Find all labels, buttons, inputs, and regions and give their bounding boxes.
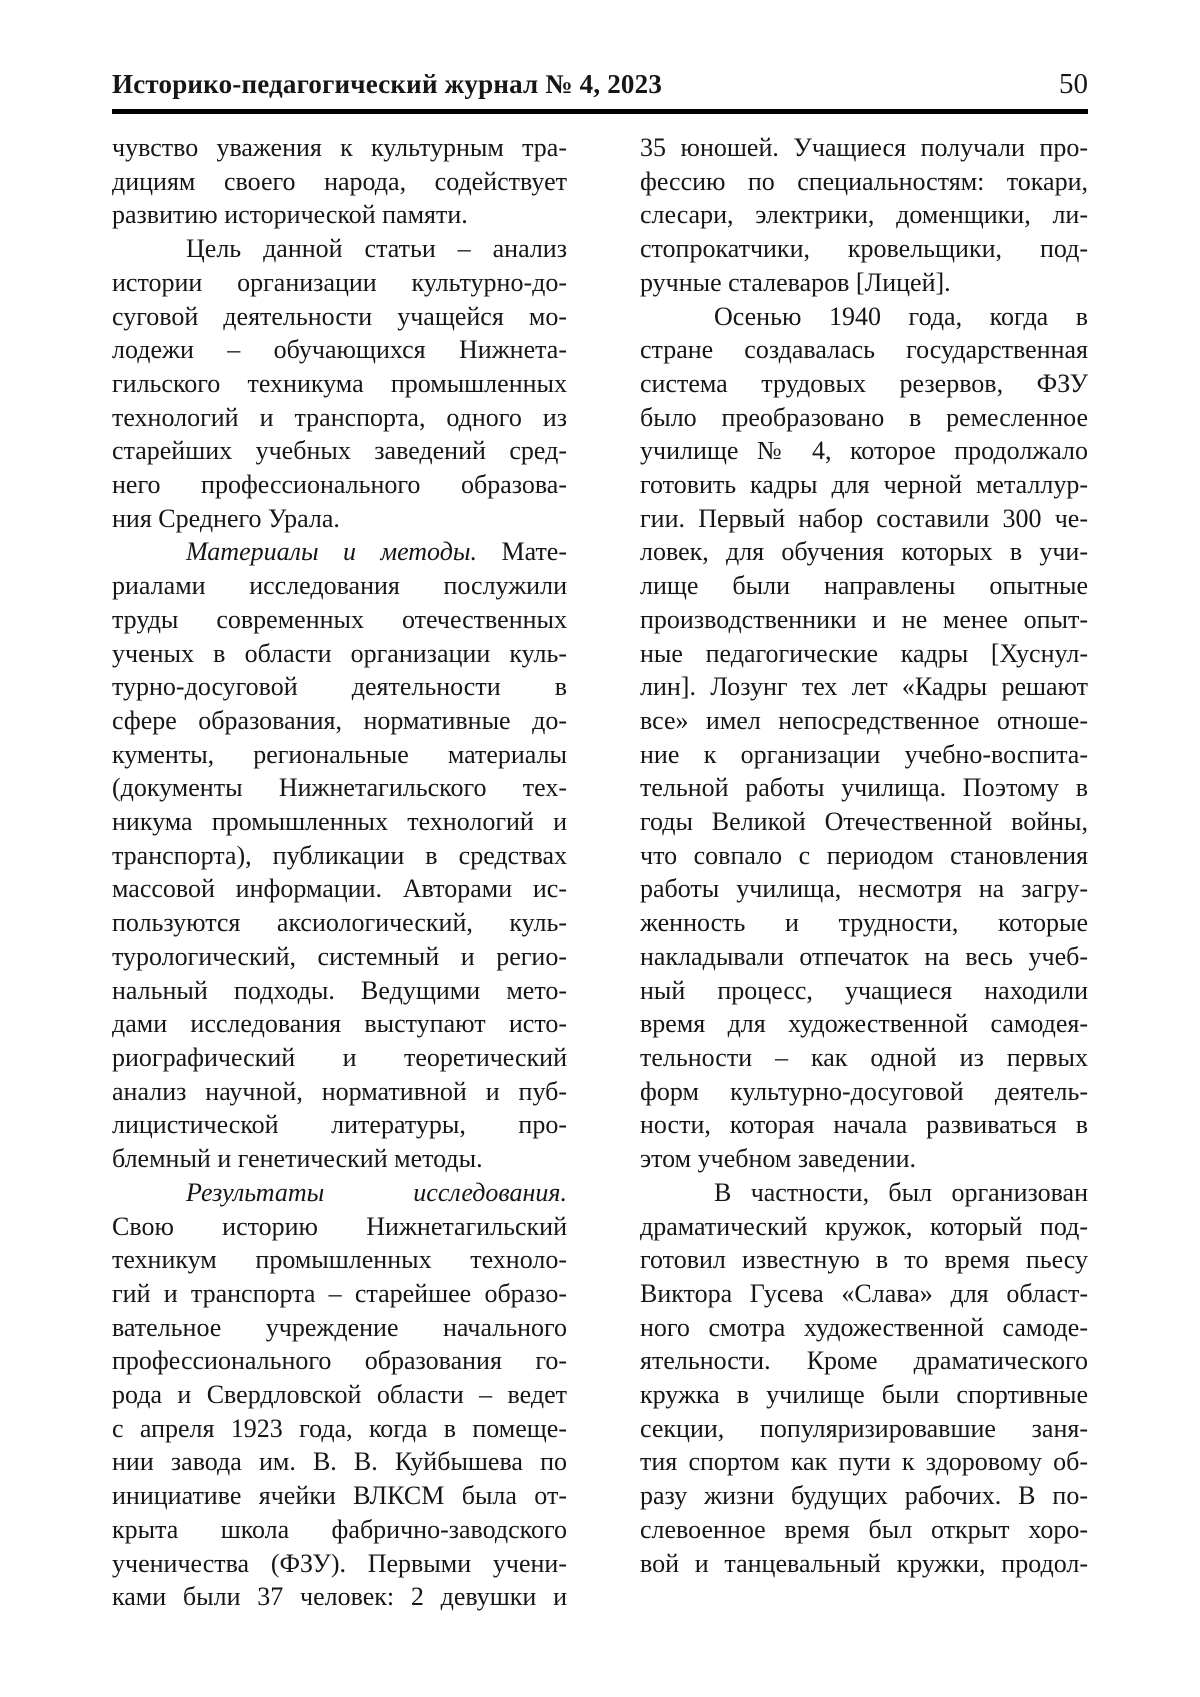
journal-title: Историко-педагогический журнал № 4, 2023 — [112, 69, 663, 99]
text-line: Осенью 1940 года, когда в — [714, 301, 1088, 331]
text-line: разу жизни будущих рабочих. В по- — [640, 1481, 1088, 1511]
text-line: риографический и теоретический — [112, 1042, 567, 1072]
text-line: (документы Нижнетагильского тех- — [112, 773, 567, 803]
text-line: суговой деятельности учащейся мо- — [112, 301, 567, 331]
text-line: гильского техникума промышленных — [112, 368, 567, 398]
text-line: фессию по специальностям: токари, — [640, 166, 1088, 196]
text-line: ученых в области организации куль- — [112, 638, 567, 668]
text-line: кружка в училище были спортивные — [640, 1380, 1088, 1410]
text-line: время для художественной самодея- — [640, 1009, 1088, 1039]
text-line: рода и Свердловской области – ведет — [112, 1380, 567, 1410]
text-line: блемный и генетический методы. — [112, 1144, 483, 1174]
text-line: система трудовых резервов, ФЗУ — [640, 368, 1088, 398]
italic-run: Результаты исследования. — [186, 1177, 567, 1207]
text-line: массовой информации. Авторами ис- — [112, 874, 567, 904]
text-line: чувство уважения к культурным тра- — [112, 133, 567, 162]
text-line: инициативе ячейки ВЛКСМ была от- — [112, 1481, 567, 1511]
text-line — [112, 535, 567, 569]
text-line: В частности, был организован — [714, 1177, 1088, 1207]
text-line: ния Среднего Урала. — [112, 503, 340, 533]
text-line: профессионального образования го- — [112, 1346, 567, 1376]
italic-run: Материалы и методы. — [186, 537, 477, 567]
text-line: с апреля 1923 года, когда в помеще- — [112, 1413, 567, 1443]
text-line: Цель данной статьи – анализ — [186, 234, 567, 264]
text-line: производственники и не менее опыт- — [640, 604, 1088, 634]
text-line: нальный подходы. Ведущими мето- — [112, 975, 567, 1005]
text-line: гий и транспорта – старейшее образо- — [112, 1278, 567, 1308]
text-run: Мате- — [476, 537, 567, 567]
text-line: тельной работы училища. Поэтому в — [640, 773, 1088, 803]
text-line: сфере образования, нормативные до- — [112, 705, 567, 735]
text-line: Свою историю Нижнетагильский — [112, 1211, 567, 1241]
text-line: технологий и транспорта, одного из — [112, 402, 567, 432]
page-number: 50 — [1059, 68, 1088, 100]
text-line: стране создавалась государственная — [640, 335, 1088, 365]
text-line: него профессионального образова- — [112, 470, 567, 500]
text-line: истории организации культурно-до- — [112, 267, 567, 297]
text-line: ные педагогические кадры [Хуснул- — [640, 638, 1088, 668]
text-line: тия спортом как пути к здоровому об- — [640, 1447, 1088, 1477]
text-line: было преобразовано в ремесленное — [640, 402, 1088, 432]
text-line: училище № 4, которое продолжало — [640, 436, 1088, 466]
text-line: ятельности. Кроме драматического — [640, 1346, 1088, 1376]
text-line: тельности – как одной из первых — [640, 1042, 1088, 1072]
text-line: женность и трудности, которые — [640, 908, 1088, 938]
text-line: накладывали отпечаток на весь учеб- — [640, 941, 1088, 971]
text-line: гии. Первый набор составили 300 че- — [640, 503, 1088, 533]
text-line: ного смотра художественной самоде- — [640, 1312, 1088, 1342]
text-line: стопрокатчики, кровельщики, под- — [640, 234, 1088, 264]
text-line: что совпало с периодом становления — [640, 840, 1088, 870]
text-line: развитию исторической памяти. — [112, 200, 468, 230]
text-line: турно-досуговой деятельности в — [112, 672, 567, 702]
text-line: старейших учебных заведений сред- — [112, 436, 567, 466]
text-line: кументы, региональные материалы — [112, 739, 567, 769]
text-line: дами исследования выступают исто- — [112, 1009, 567, 1039]
text-line: анализ научной, нормативной и пуб- — [112, 1076, 567, 1106]
text-line: турологический, системный и регио- — [112, 941, 567, 971]
text-line: готовил известную в то время пьесу — [640, 1245, 1088, 1275]
text-line: труды современных отечественных — [112, 604, 567, 634]
text-line: нии завода им. В. В. Куйбышева по — [112, 1447, 567, 1477]
text-line: вательное учреждение начального — [112, 1312, 567, 1342]
text-line: ручные сталеваров [Лицей]. — [640, 267, 951, 297]
left-column — [112, 131, 567, 1614]
text-line: пользуются аксиологический, куль- — [112, 908, 567, 938]
page-header — [112, 68, 1088, 114]
article-body — [112, 131, 1088, 1614]
text-line: ками были 37 человек: 2 девушки и — [112, 1582, 567, 1612]
text-line: форм культурно-досуговой деятель- — [640, 1076, 1088, 1106]
text-line: ние к организации учебно-воспита- — [640, 739, 1088, 769]
text-line: секции, популяризировавшие заня- — [640, 1413, 1088, 1443]
text-line: слесари, электрики, доменщики, ли- — [640, 200, 1088, 230]
text-line: ловек, для обучения которых в учи- — [640, 537, 1088, 567]
text-line: готовить кадры для черной металлур- — [640, 470, 1088, 500]
text-line: ный процесс, учащиеся находили — [640, 975, 1088, 1005]
text-line: лодежи – обучающихся Нижнета- — [112, 335, 567, 365]
text-line: ности, которая начала развиваться в — [640, 1110, 1088, 1140]
text-line: Виктора Гусева «Слава» для област- — [640, 1278, 1088, 1308]
text-line: работы училища, несмотря на загру- — [640, 874, 1088, 904]
text-line: лище были направлены опытные — [640, 571, 1088, 601]
text-line: техникум промышленных техноло- — [112, 1245, 567, 1275]
text-line: крыта школа фабрично-заводского — [112, 1514, 567, 1544]
text-line: лицистической литературы, про- — [112, 1110, 567, 1140]
text-line: вой и танцевальный кружки, продол- — [640, 1548, 1088, 1578]
text-line — [112, 1176, 567, 1210]
text-line: никума промышленных технологий и — [112, 807, 567, 837]
text-line: риалами исследования послужили — [112, 571, 567, 601]
text-line: годы Великой Отечественной войны, — [640, 807, 1088, 837]
right-column — [640, 131, 1088, 1614]
text-line: драматический кружок, который под- — [640, 1211, 1088, 1241]
header-rule — [112, 109, 1088, 114]
text-line: 35 юношей. Учащиеся получали про- — [640, 133, 1088, 162]
text-line: дициям своего народа, содействует — [112, 166, 567, 196]
text-line: транспорта), публикации в средствах — [112, 840, 567, 870]
text-line: лин]. Лозунг тех лет «Кадры решают — [640, 672, 1088, 702]
header-row — [112, 68, 1088, 101]
text-line: все» имел непосредственное отноше- — [640, 705, 1088, 735]
text-line: слевоенное время был открыт хоро- — [640, 1514, 1088, 1544]
text-line: ученичества (ФЗУ). Первыми учени- — [112, 1548, 567, 1578]
text-line: этом учебном заведении. — [640, 1144, 916, 1174]
